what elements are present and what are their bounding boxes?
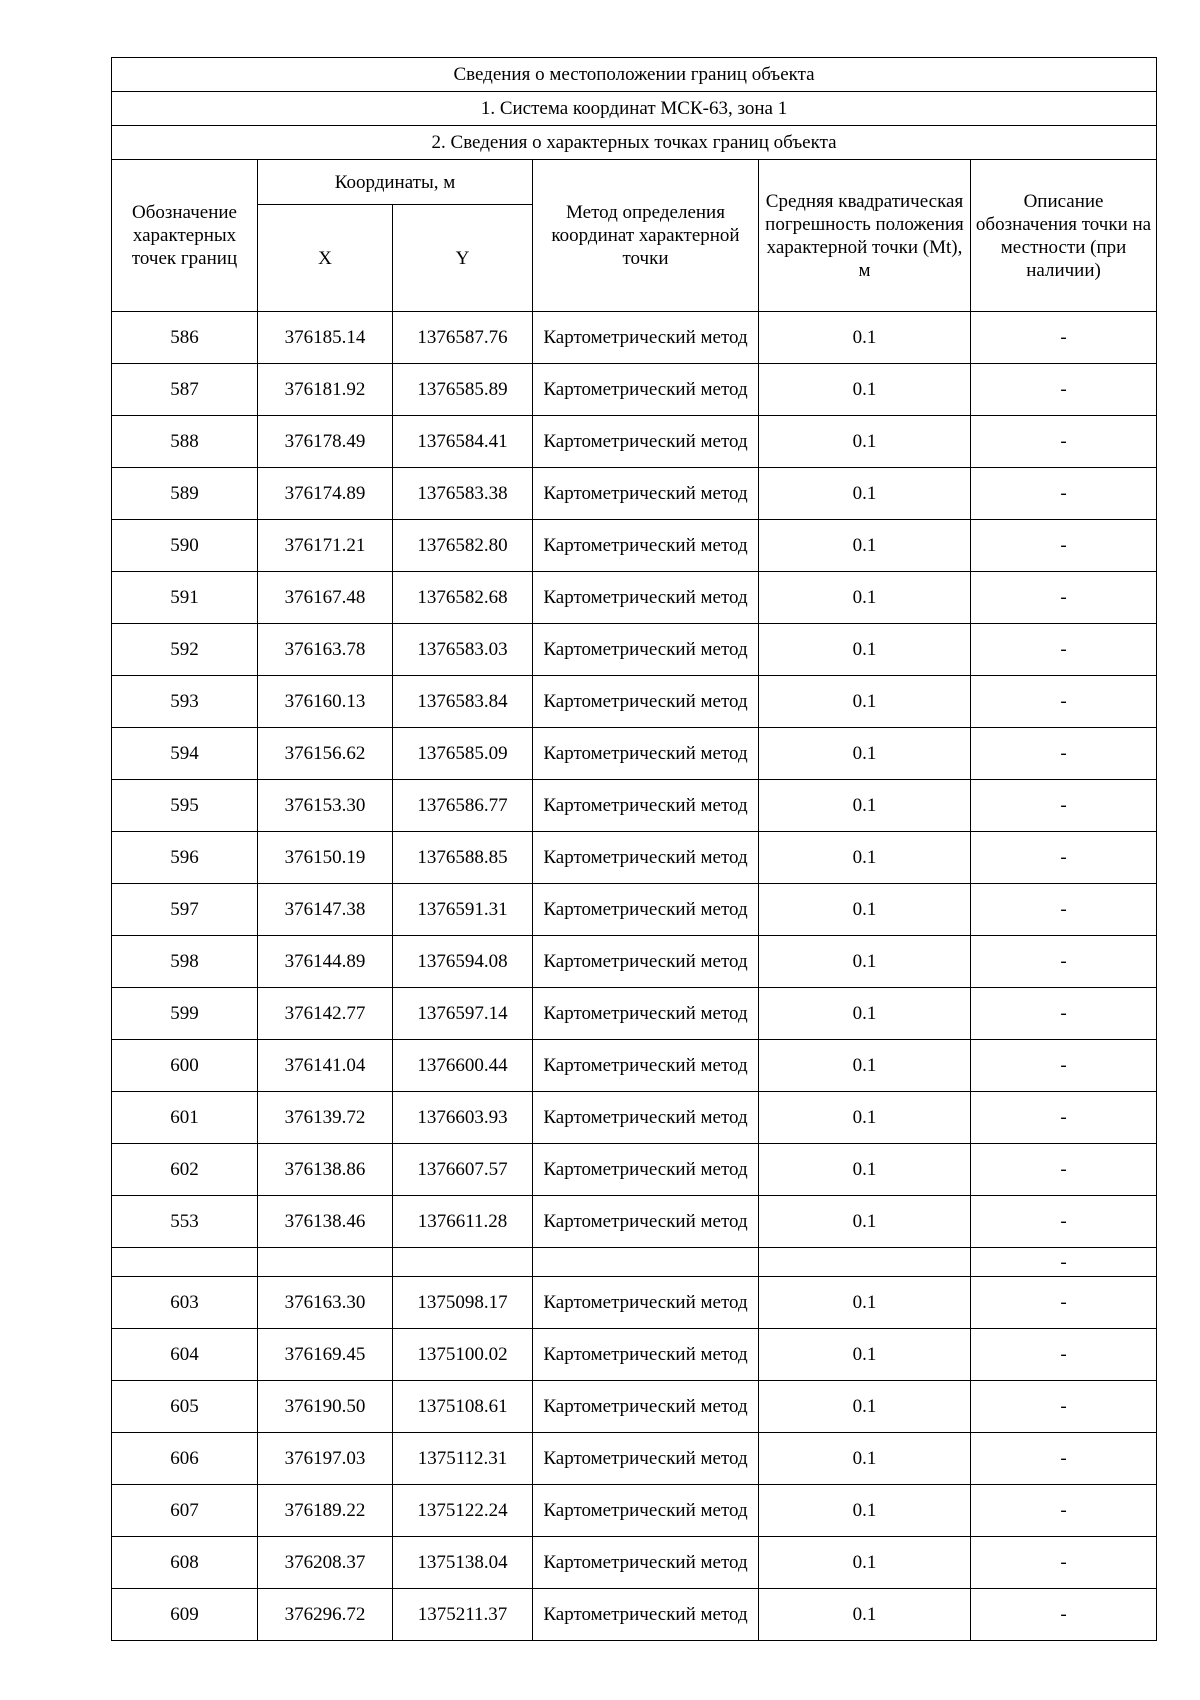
table-row [112,1248,1157,1277]
cell-x: 376169.45 [258,1329,393,1381]
header-description: Описание обозначения точки на местности (при наличии) [971,160,1157,312]
table-row [112,312,1157,364]
cell-error: 0.1 [759,572,971,624]
cell-point: 605 [112,1381,258,1433]
table-row [112,832,1157,884]
cell-error: 0.1 [759,1040,971,1092]
cell-point: 593 [112,676,258,728]
cell-x: 376174.89 [258,468,393,520]
cell-y: 1376603.93 [393,1092,533,1144]
cell-x: 376163.30 [258,1277,393,1329]
cell-x: 376153.30 [258,780,393,832]
cell-point: 591 [112,572,258,624]
cell-y: 1376607.57 [393,1144,533,1196]
cell-description: - [971,1485,1157,1537]
cell-y: 1376582.68 [393,572,533,624]
cell-description: - [971,1381,1157,1433]
table-row [112,1589,1157,1641]
table-row [112,780,1157,832]
cell-method: Картометрический метод [533,1537,759,1589]
header-point: Обозначение характерных точек границ [112,160,258,312]
cell-point: 596 [112,832,258,884]
cell-error [759,1248,971,1277]
cell-error: 0.1 [759,884,971,936]
cell-point: 592 [112,624,258,676]
cell-description: - [971,1537,1157,1589]
cell-method: Картометрический метод [533,936,759,988]
cell-y: 1375138.04 [393,1537,533,1589]
cell-description: - [971,884,1157,936]
cell-point: 597 [112,884,258,936]
table-row [112,1485,1157,1537]
cell-y: 1376594.08 [393,936,533,988]
cell-point: 600 [112,1040,258,1092]
cell-y: 1376586.77 [393,780,533,832]
cell-error: 0.1 [759,728,971,780]
table-row [112,728,1157,780]
table-row [112,936,1157,988]
cell-description: - [971,832,1157,884]
cell-y: 1376583.38 [393,468,533,520]
cell-description: - [971,1092,1157,1144]
table-row [112,364,1157,416]
cell-x: 376296.72 [258,1589,393,1641]
table-row [112,520,1157,572]
cell-x: 376163.78 [258,624,393,676]
table-row [112,676,1157,728]
cell-error: 0.1 [759,988,971,1040]
section-title: 2. Сведения о характерных точках границ объекта [112,126,1157,160]
cell-method: Картометрический метод [533,1277,759,1329]
cell-method: Картометрический метод [533,1485,759,1537]
cell-y: 1375100.02 [393,1329,533,1381]
cell-method: Картометрический метод [533,364,759,416]
cell-method: Картометрический метод [533,780,759,832]
header-coordinates: Координаты, м [258,160,533,205]
cell-error: 0.1 [759,936,971,988]
cell-point: 599 [112,988,258,1040]
cell-error: 0.1 [759,1196,971,1248]
cell-error: 0.1 [759,364,971,416]
cell-x: 376197.03 [258,1433,393,1485]
table-row [112,1277,1157,1329]
cell-x: 376160.13 [258,676,393,728]
table-row [112,416,1157,468]
table-row [112,884,1157,936]
table-row [112,1329,1157,1381]
cell-x: 376190.50 [258,1381,393,1433]
cell-error: 0.1 [759,832,971,884]
cell-point: 603 [112,1277,258,1329]
header-y: Y [393,205,533,312]
cell-error: 0.1 [759,468,971,520]
cell-method: Картометрический метод [533,1329,759,1381]
cell-description: - [971,1040,1157,1092]
cell-x: 376171.21 [258,520,393,572]
document-title: Сведения о местоположении границ объекта [112,58,1157,92]
table-row [112,572,1157,624]
cell-point: 586 [112,312,258,364]
cell-error: 0.1 [759,1485,971,1537]
cell-y: 1376597.14 [393,988,533,1040]
cell-error: 0.1 [759,312,971,364]
table-row [112,1040,1157,1092]
cell-point [112,1248,258,1277]
cell-method: Картометрический метод [533,468,759,520]
cell-method: Картометрический метод [533,572,759,624]
boundary-points-table [111,57,1157,1641]
cell-x: 376139.72 [258,1092,393,1144]
cell-error: 0.1 [759,1144,971,1196]
cell-x: 376189.22 [258,1485,393,1537]
cell-point: 595 [112,780,258,832]
cell-method: Картометрический метод [533,676,759,728]
cell-x: 376156.62 [258,728,393,780]
cell-point: 553 [112,1196,258,1248]
header-error: Средняя квадратическая погрешность положения характерной точки (Mt), м [759,160,971,312]
cell-method: Картометрический метод [533,1381,759,1433]
cell-description: - [971,676,1157,728]
cell-description: - [971,572,1157,624]
cell-description: - [971,1196,1157,1248]
cell-x [258,1248,393,1277]
coordinate-system: 1. Система координат МСК-63, зона 1 [112,92,1157,126]
cell-y: 1376583.84 [393,676,533,728]
cell-y: 1376583.03 [393,624,533,676]
cell-y: 1376600.44 [393,1040,533,1092]
cell-description: - [971,624,1157,676]
header-method: Метод определения координат характерной точки [533,160,759,312]
cell-description: - [971,1329,1157,1381]
cell-description: - [971,312,1157,364]
cell-method: Картометрический метод [533,988,759,1040]
cell-description: - [971,520,1157,572]
cell-error: 0.1 [759,1277,971,1329]
cell-method: Картометрический метод [533,1040,759,1092]
table-row [112,468,1157,520]
cell-y: 1375112.31 [393,1433,533,1485]
cell-x: 376141.04 [258,1040,393,1092]
header-x: X [258,205,393,312]
cell-description: - [971,728,1157,780]
cell-description: - [971,1144,1157,1196]
cell-y: 1376584.41 [393,416,533,468]
cell-y: 1376611.28 [393,1196,533,1248]
cell-point: 594 [112,728,258,780]
cell-x: 376138.86 [258,1144,393,1196]
table-row [112,1433,1157,1485]
cell-y: 1375211.37 [393,1589,533,1641]
cell-error: 0.1 [759,520,971,572]
table-row [112,1144,1157,1196]
cell-point: 587 [112,364,258,416]
cell-description: - [971,936,1157,988]
cell-description: - [971,780,1157,832]
cell-error: 0.1 [759,416,971,468]
cell-method: Картометрический метод [533,1589,759,1641]
cell-x: 376185.14 [258,312,393,364]
cell-y: 1376585.09 [393,728,533,780]
table-row [112,1092,1157,1144]
cell-point: 601 [112,1092,258,1144]
cell-y: 1375098.17 [393,1277,533,1329]
cell-point: 607 [112,1485,258,1537]
cell-description: - [971,416,1157,468]
cell-error: 0.1 [759,624,971,676]
cell-error: 0.1 [759,1329,971,1381]
cell-x: 376178.49 [258,416,393,468]
cell-error: 0.1 [759,1537,971,1589]
cell-error: 0.1 [759,1092,971,1144]
cell-x: 376138.46 [258,1196,393,1248]
cell-y: 1376582.80 [393,520,533,572]
cell-x: 376167.48 [258,572,393,624]
cell-description: - [971,1589,1157,1641]
cell-method: Картометрический метод [533,728,759,780]
cell-y: 1375122.24 [393,1485,533,1537]
cell-y: 1376588.85 [393,832,533,884]
cell-method: Картометрический метод [533,624,759,676]
cell-x: 376150.19 [258,832,393,884]
cell-y: 1376591.31 [393,884,533,936]
cell-method: Картометрический метод [533,884,759,936]
cell-description: - [971,1433,1157,1485]
cell-method: Картометрический метод [533,832,759,884]
cell-y: 1376585.89 [393,364,533,416]
cell-point: 604 [112,1329,258,1381]
cell-method: Картометрический метод [533,312,759,364]
table-row [112,624,1157,676]
table-row [112,1381,1157,1433]
cell-error: 0.1 [759,1589,971,1641]
cell-point: 588 [112,416,258,468]
cell-method [533,1248,759,1277]
table-row [112,988,1157,1040]
cell-y: 1376587.76 [393,312,533,364]
cell-method: Картометрический метод [533,1196,759,1248]
cell-description: - [971,364,1157,416]
cell-y: 1375108.61 [393,1381,533,1433]
cell-point: 589 [112,468,258,520]
cell-description: - [971,468,1157,520]
cell-point: 598 [112,936,258,988]
cell-error: 0.1 [759,780,971,832]
cell-x: 376181.92 [258,364,393,416]
cell-x: 376142.77 [258,988,393,1040]
cell-y [393,1248,533,1277]
table-body [112,312,1157,1641]
cell-description: - [971,1248,1157,1277]
cell-error: 0.1 [759,1433,971,1485]
cell-point: 608 [112,1537,258,1589]
cell-error: 0.1 [759,1381,971,1433]
cell-method: Картометрический метод [533,1433,759,1485]
cell-point: 606 [112,1433,258,1485]
cell-point: 609 [112,1589,258,1641]
table-row [112,1537,1157,1589]
cell-description: - [971,1277,1157,1329]
cell-error: 0.1 [759,676,971,728]
cell-description: - [971,988,1157,1040]
cell-x: 376147.38 [258,884,393,936]
cell-method: Картометрический метод [533,1092,759,1144]
cell-point: 602 [112,1144,258,1196]
table-row [112,1196,1157,1248]
cell-point: 590 [112,520,258,572]
cell-x: 376208.37 [258,1537,393,1589]
cell-method: Картометрический метод [533,416,759,468]
cell-method: Картометрический метод [533,1144,759,1196]
cell-x: 376144.89 [258,936,393,988]
cell-method: Картометрический метод [533,520,759,572]
